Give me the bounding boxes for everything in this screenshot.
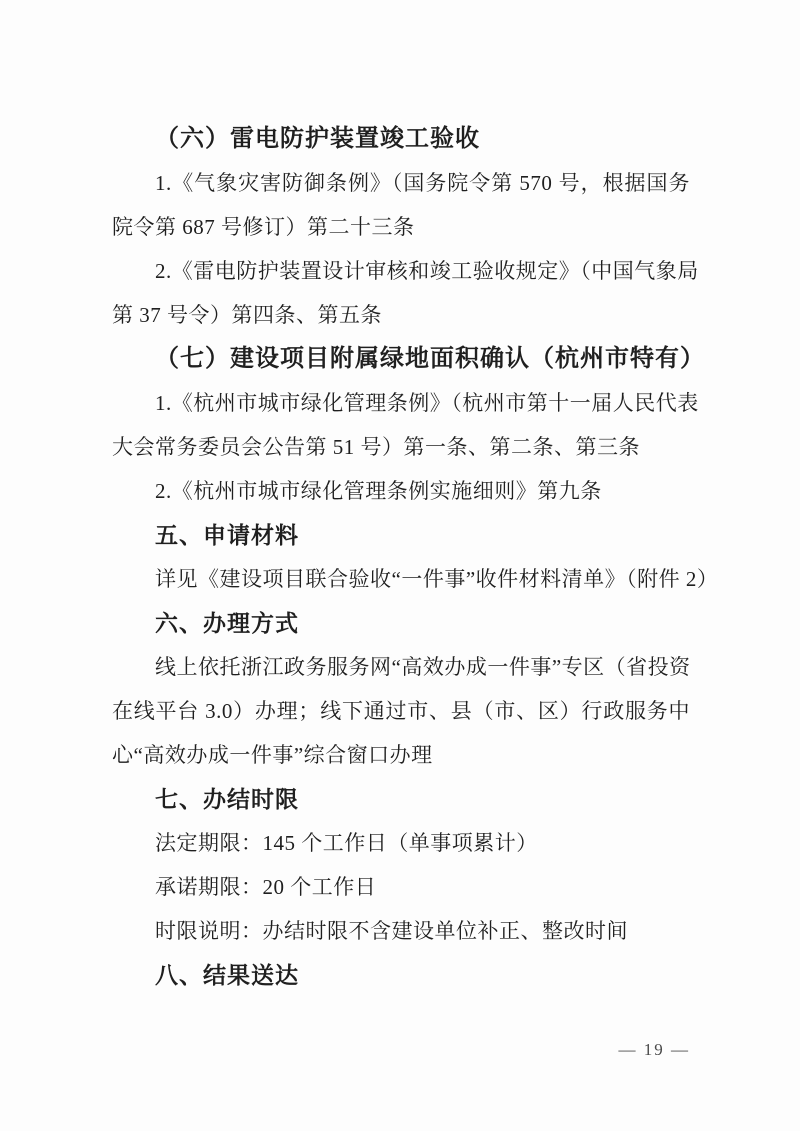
text-line: 1.《杭州市城市绿化管理条例》（杭州市第十一届人民代表 (155, 391, 699, 415)
heading-line: （六）雷电防护装置竣工验收 (155, 126, 480, 152)
text-line: 心“高效办成一件事”综合窗口办理 (112, 743, 433, 767)
text-line: 法定期限：145 个工作日（单事项累计） (155, 831, 538, 855)
text-line: 承诺期限：20 个工作日 (155, 875, 377, 899)
text-line: 在线平台 3.0）办理；线下通过市、县（市、区）行政服务中 (112, 699, 690, 723)
heading-line: 八、结果送达 (155, 962, 299, 988)
heading-line: （七）建设项目附属绿地面积确认（杭州市特有） (155, 346, 705, 372)
page-number: — 19 — (618, 1040, 690, 1059)
heading-line: 六、办理方式 (155, 610, 299, 636)
text-line: 线上依托浙江政务服务网“高效办成一件事”专区（省投资 (155, 655, 691, 679)
text-line: 时限说明：办结时限不含建设单位补正、整改时间 (155, 919, 628, 943)
text-line: 大会常务委员会公告第 51 号）第一条、第二条、第三条 (112, 435, 640, 459)
text-line: 院令第 687 号修订）第二十三条 (112, 215, 415, 239)
heading-line: 七、办结时限 (155, 786, 299, 812)
text-line: 2.《杭州市城市绿化管理条例实施细则》第九条 (155, 479, 602, 503)
document-body (112, 117, 719, 997)
text-line: 2.《雷电防护装置设计审核和竣工验收规定》（中国气象局 (155, 259, 699, 283)
heading-line: 五、申请材料 (155, 522, 299, 548)
text-line: 第 37 号令）第四条、第五条 (112, 303, 382, 327)
text-line: 详见《建设项目联合验收“一件事”收件材料清单》（附件 2） (155, 567, 719, 591)
text-line: 1.《气象灾害防御条例》（国务院令第 570 号，根据国务 (155, 171, 690, 195)
